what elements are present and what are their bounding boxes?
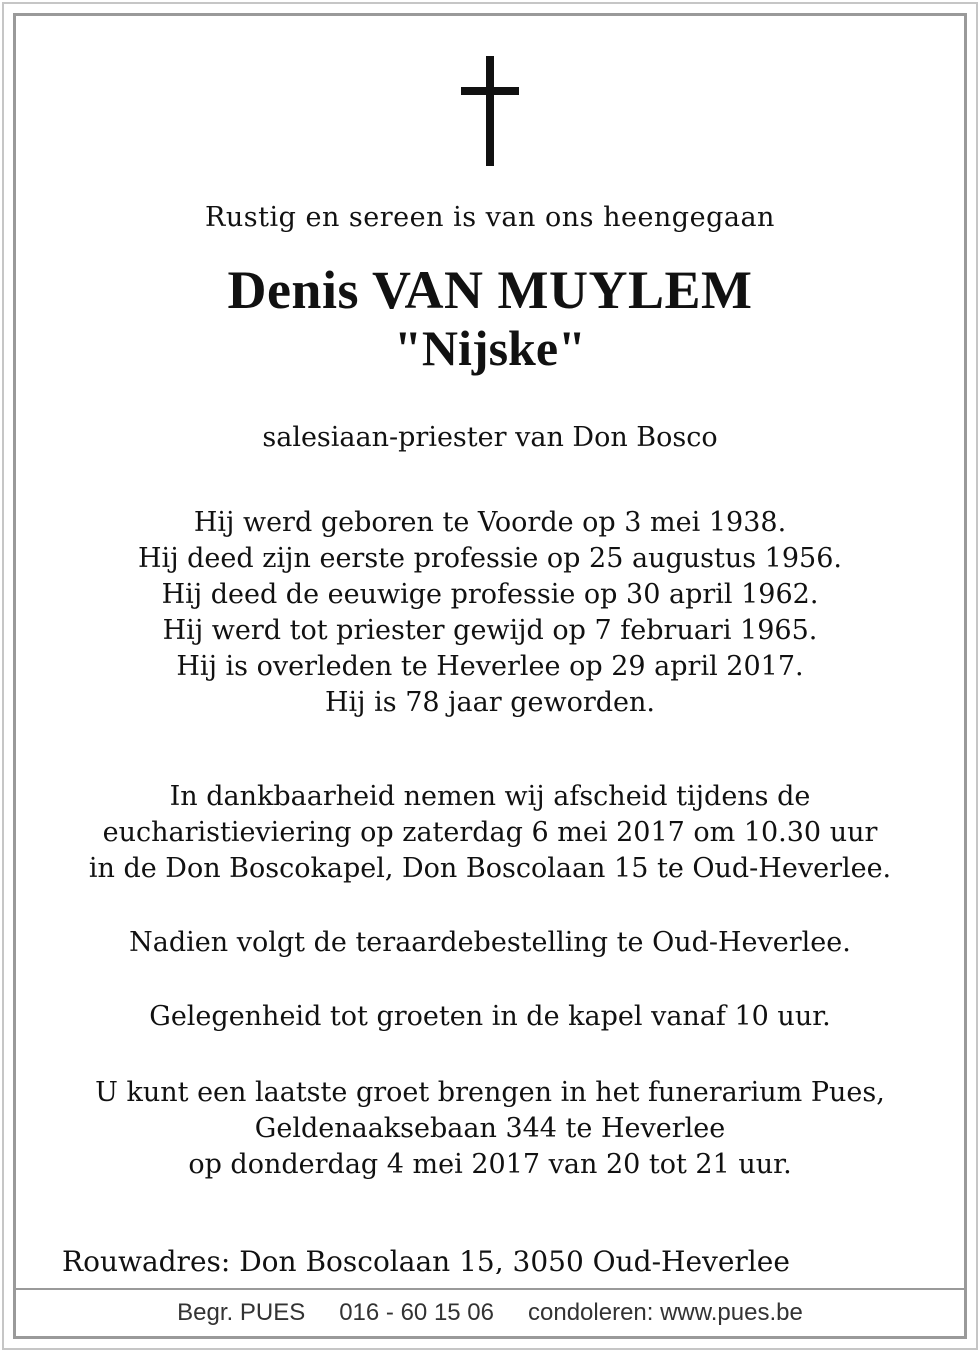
funerarium-paragraph [16, 1075, 964, 1183]
service-line: In dankbaarheid nemen wij afscheid tijdens de [169, 780, 811, 812]
funeral-home-name: Begr. PUES [177, 1299, 306, 1327]
card-content [16, 16, 964, 1274]
funerarium-line: Geldenaaksebaan 344 te Heverlee [254, 1112, 726, 1144]
biography-line: Hij is 78 jaar geworden. [325, 686, 655, 718]
mourning-address: Rouwadres: Don Boscolaan 15, 3050 Oud-Heverlee [62, 1244, 790, 1275]
deceased-nickname: "Nijske" [394, 320, 586, 377]
service-paragraph [16, 779, 964, 887]
opening-line: Rustig en sereen is van ons heengegaan [205, 202, 775, 233]
biography-line: Hij is overleden te Heverlee op 29 april 2017. [176, 650, 804, 682]
funeral-home-phone: 016 - 60 15 06 [339, 1299, 494, 1327]
card-frame [13, 13, 967, 1339]
burial-line: Nadien volgt de teraardebestelling te Oud-Heverlee. [129, 926, 851, 958]
biography-block [16, 505, 964, 721]
funerarium-line: U kunt een laatste groet brengen in het funerarium Pues, [95, 1076, 885, 1108]
biography-line: Hij deed zijn eerste professie op 25 augustus 1956. [138, 542, 842, 574]
service-line: in de Don Boscokapel, Don Boscolaan 15 te Oud-Heverlee. [88, 852, 892, 884]
funerarium-line: op donderdag 4 mei 2017 van 20 tot 21 uur. [188, 1148, 792, 1180]
service-line: eucharistieviering op zaterdag 6 mei 2017 om 10.30 uur [102, 816, 878, 848]
condolence-website: condoleren: www.pues.be [528, 1299, 803, 1327]
biography-line: Hij werd geboren te Voorde op 3 mei 1938. [193, 506, 787, 538]
cross-icon [16, 56, 964, 166]
biography-line: Hij deed de eeuwige professie op 30 april 1962. [161, 578, 819, 610]
biography-line: Hij werd tot priester gewijd op 7 februari 1965. [162, 614, 818, 646]
deceased-title: salesiaan-priester van Don Bosco [262, 421, 718, 453]
footer-bar [16, 1290, 964, 1336]
greeting-line: Gelegenheid tot groeten in de kapel vanaf 10 uur. [149, 1000, 831, 1032]
deceased-name: Denis VAN MUYLEM [227, 260, 753, 320]
